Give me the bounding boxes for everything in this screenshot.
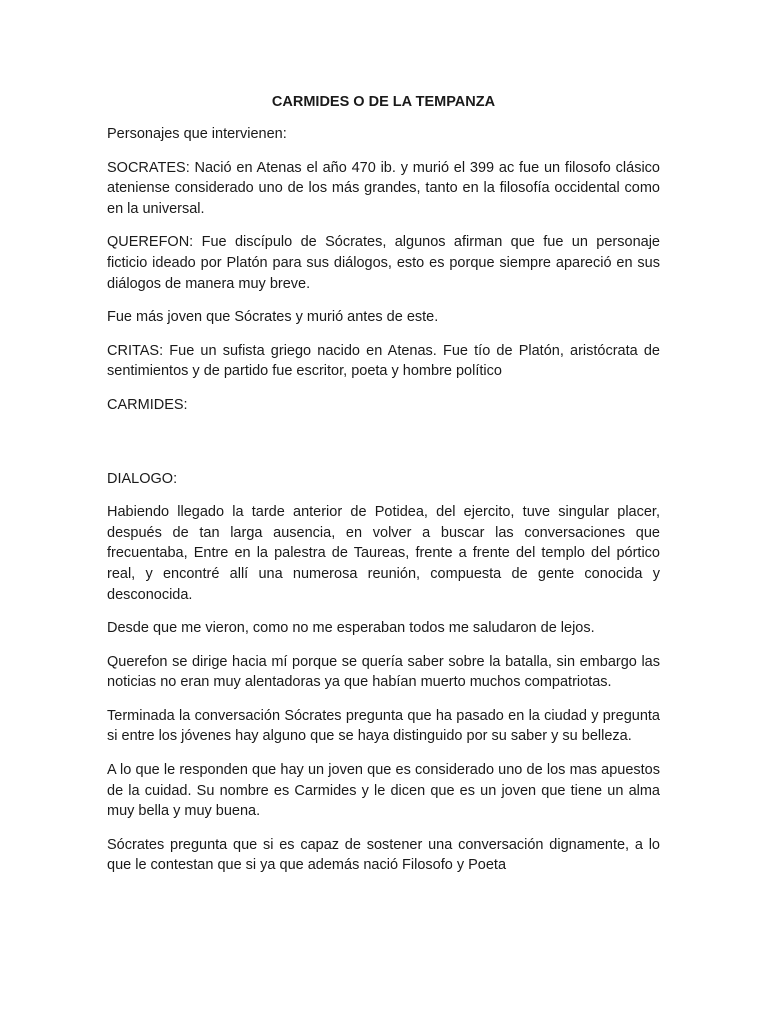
blank-space [107, 429, 660, 469]
dialogue-paragraph-5: A lo que le responden que hay un joven que es considerado uno de los mas apuestos de la cuidad. Su nombre es Carmides y le dicen que es un joven que tiene un alma muy bella y muy buena. [107, 762, 660, 820]
characters-intro: Personajes que intervienen: [107, 126, 287, 142]
paragraph-querefon-note: Fue más joven que Sócrates y murió antes de este. [107, 309, 439, 326]
dialogue-paragraph-6: Sócrates pregunta que si es capaz de sostener una conversación dignamente, a lo que le contestan que si ya que además nació Filosofo y Poeta [107, 836, 660, 874]
paragraph-querefon: QUEREFON: Fue discípulo de Sócrates, algunos afirman que fue un personaje ficticio ideado por Platón para sus diálogos, esto es porque siempre apareció en sus diálogos de manera muy breve. [107, 234, 660, 292]
paragraph-socrates: SOCRATES: Nació en Atenas el año 470 ib. y murió el 399 ac fue un filosofo clásico ateniense considerado uno de los más grandes, tanto en la filosofía occidental como en la universal. [107, 159, 660, 217]
paragraph-carmides: CARMIDES: [107, 396, 188, 413]
document-title: CARMIDES O DE LA TEMPANZA [271, 94, 496, 110]
dialogue-paragraph-2: Desde que me vieron, como no me esperaban todos me saludaron de lejos. [107, 620, 595, 637]
paragraph-critas: CRITAS: Fue un sufista griego nacido en Atenas. Fue tío de Platón, aristócrata de sentimientos y de partido fue escritor, poeta y hombre político [107, 342, 660, 380]
dialogue-paragraph-1: Habiendo llegado la tarde anterior de Potidea, del ejercito, tuve singular placer, después de tan larga ausencia, en volver a buscar las conversaciones que frecuentaba, Entre en la palestra de Taureas, frente a frente del templo del pórtico real, y encontré allí una numerosa reunión, compuesta de gente conocida y desconocida. [107, 504, 660, 603]
dialogue-heading: DIALOGO: [107, 470, 178, 487]
dialogue-paragraph-4: Terminada la conversación Sócrates pregunta que ha pasado en la ciudad y pregunta si entre los jóvenes hay alguno que se haya distinguido por su saber y su belleza. [107, 707, 660, 745]
dialogue-paragraph-3: Querefon se dirige hacia mí porque se quería saber sobre la batalla, sin embargo las noticias no eran muy alentadoras ya que habían muerto muchos compatriotas. [107, 653, 660, 691]
